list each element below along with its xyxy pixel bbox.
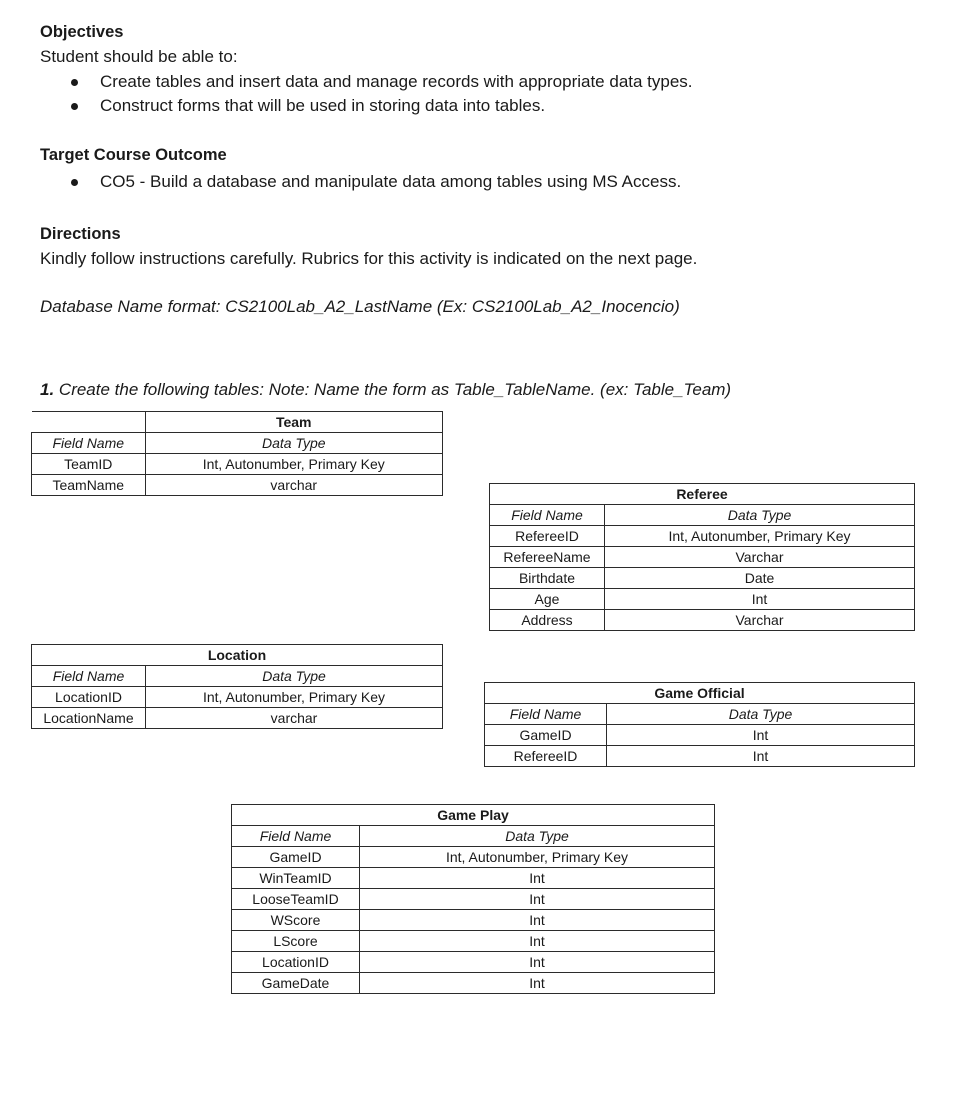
data-type-cell: Int, Autonumber, Primary Key	[145, 454, 443, 475]
team-table-title: Team	[145, 412, 443, 433]
task-instruction	[40, 380, 731, 400]
table-row	[490, 610, 915, 631]
data-type-cell: varchar	[146, 708, 443, 729]
data-type-cell: Int, Autonumber, Primary Key	[146, 687, 443, 708]
data-type-cell: Varchar	[605, 547, 915, 568]
game-official-header-field-name: Field Name	[485, 704, 607, 725]
data-type-cell: Int	[607, 725, 915, 746]
field-name-cell: LocationID	[232, 952, 360, 973]
team-header-data-type: Data Type	[145, 433, 443, 454]
objectives-heading: Objectives	[40, 23, 124, 41]
directions-heading: Directions	[40, 225, 121, 243]
directions-text: Kindly follow instructions carefully. Rubrics for this activity is indicated on the next page.	[40, 249, 698, 268]
location-table-title: Location	[32, 645, 443, 666]
field-name-cell: RefereeID	[490, 526, 605, 547]
location-table	[31, 644, 443, 729]
data-type-cell: Int	[360, 889, 715, 910]
table-row	[32, 475, 443, 496]
field-name-cell: LocationName	[32, 708, 146, 729]
field-name-cell: LooseTeamID	[232, 889, 360, 910]
game-official-table-title: Game Official	[485, 683, 915, 704]
data-type-cell: Int	[360, 952, 715, 973]
field-name-cell: GameDate	[232, 973, 360, 994]
database-name-format: Database Name format: CS2100Lab_A2_LastName (Ex: CS2100Lab_A2_Inocencio)	[40, 297, 680, 316]
bullet-dot	[71, 79, 78, 86]
field-name-cell: GameID	[232, 847, 360, 868]
location-header-field-name: Field Name	[32, 666, 146, 687]
data-type-cell: Int, Autonumber, Primary Key	[360, 847, 715, 868]
game-official-table	[484, 682, 915, 767]
location-header-data-type: Data Type	[146, 666, 443, 687]
game-official-header-data-type: Data Type	[607, 704, 915, 725]
data-type-cell: Varchar	[605, 610, 915, 631]
table-row	[490, 568, 915, 589]
table-row	[490, 526, 915, 547]
referee-table-title: Referee	[490, 484, 915, 505]
game-play-header-field-name: Field Name	[232, 826, 360, 847]
field-name-cell: WScore	[232, 910, 360, 931]
table-row	[490, 547, 915, 568]
field-name-cell: Age	[490, 589, 605, 610]
team-table	[31, 411, 443, 496]
data-type-cell: varchar	[145, 475, 443, 496]
table-row	[485, 725, 915, 746]
data-type-cell: Int	[360, 931, 715, 952]
table-row	[232, 952, 715, 973]
objective-item: Construct forms that will be used in storing data into tables.	[100, 96, 546, 115]
table-row	[232, 910, 715, 931]
objectives-intro: Student should be able to:	[40, 47, 238, 66]
field-name-cell: LocationID	[32, 687, 146, 708]
task-text: Create the following tables: Note: Name the form as Table_TableName. (ex: Table_Team)	[54, 380, 732, 399]
table-row	[32, 454, 443, 475]
outcome-item: CO5 - Build a database and manipulate data among tables using MS Access.	[100, 172, 682, 191]
data-type-cell: Int	[360, 868, 715, 889]
table-row	[485, 746, 915, 767]
table-row	[232, 889, 715, 910]
table-row	[232, 847, 715, 868]
data-type-cell: Int	[360, 910, 715, 931]
table-row	[32, 687, 443, 708]
field-name-cell: WinTeamID	[232, 868, 360, 889]
data-type-cell: Int	[605, 589, 915, 610]
field-name-cell: RefereeName	[490, 547, 605, 568]
data-type-cell: Date	[605, 568, 915, 589]
table-row	[490, 589, 915, 610]
outcome-heading: Target Course Outcome	[40, 146, 227, 164]
game-play-table-title: Game Play	[232, 805, 715, 826]
bullet-dot	[71, 179, 78, 186]
table-row	[232, 931, 715, 952]
field-name-cell: LScore	[232, 931, 360, 952]
referee-header-field-name: Field Name	[490, 505, 605, 526]
game-play-table	[231, 804, 715, 994]
table-row	[232, 973, 715, 994]
bullet-dot	[71, 103, 78, 110]
objective-item: Create tables and insert data and manage records with appropriate data types.	[100, 72, 693, 91]
data-type-cell: Int	[360, 973, 715, 994]
field-name-cell: Address	[490, 610, 605, 631]
data-type-cell: Int	[607, 746, 915, 767]
table-row	[232, 868, 715, 889]
data-type-cell: Int, Autonumber, Primary Key	[605, 526, 915, 547]
field-name-cell: GameID	[485, 725, 607, 746]
field-name-cell: TeamName	[32, 475, 146, 496]
field-name-cell: Birthdate	[490, 568, 605, 589]
task-number: 1.	[40, 380, 55, 399]
referee-table	[489, 483, 915, 631]
referee-header-data-type: Data Type	[605, 505, 915, 526]
table-row	[32, 708, 443, 729]
field-name-cell: TeamID	[32, 454, 146, 475]
game-play-header-data-type: Data Type	[360, 826, 715, 847]
field-name-cell: RefereeID	[485, 746, 607, 767]
team-header-field-name: Field Name	[32, 433, 146, 454]
